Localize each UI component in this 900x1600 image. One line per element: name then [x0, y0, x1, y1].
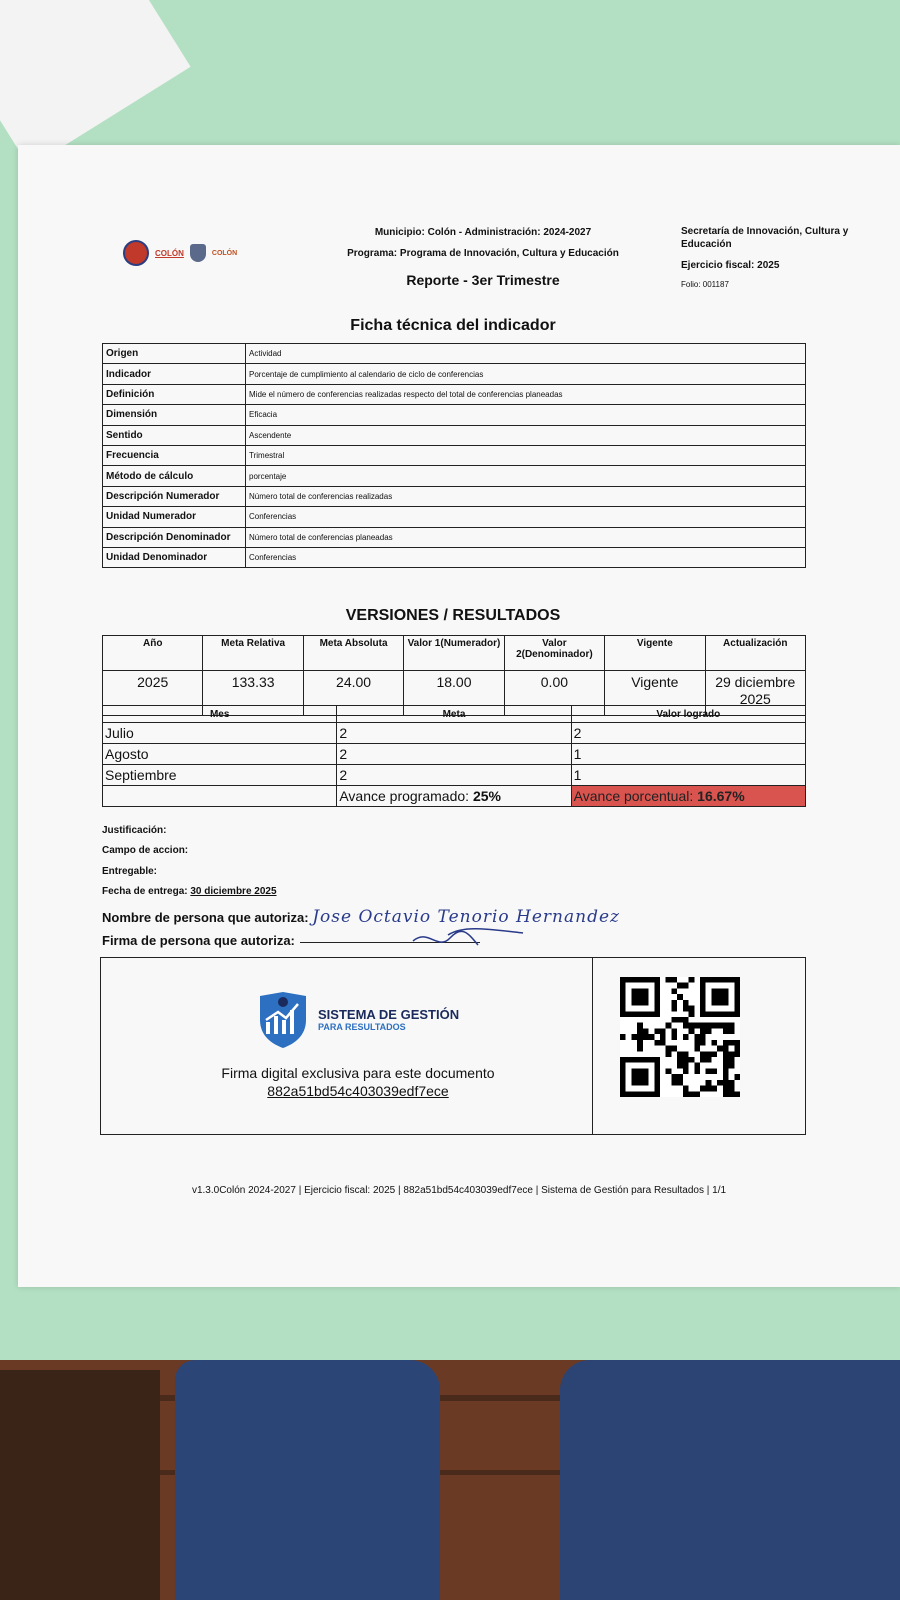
ficha-value: Número total de conferencias realizadas	[246, 486, 806, 506]
ficha-label: Definición	[103, 384, 246, 404]
reporte-title: Reporte - 3er Trimestre	[406, 272, 560, 288]
firma-autoriza-label: Firma de persona que autoriza:	[102, 933, 295, 948]
empty-cell	[103, 786, 337, 807]
ficha-label: Descripción Denominador	[103, 527, 246, 547]
mes-header: Meta	[337, 706, 571, 723]
crest-icon	[190, 244, 206, 262]
fecha-entrega: Fecha de entrega: 30 diciembre 2025	[102, 886, 277, 897]
mes-cell: 2	[337, 765, 571, 786]
ficha-row	[103, 384, 806, 404]
box-divider	[592, 957, 593, 1135]
ficha-row	[103, 445, 806, 465]
version-cell: 0.00	[504, 671, 604, 716]
mes-cell: 1	[571, 744, 805, 765]
ficha-row	[103, 486, 806, 506]
jeans-left	[175, 1360, 440, 1600]
firma-digital-text: Firma digital exclusiva para este documento	[221, 1065, 495, 1081]
ejercicio-line: Ejercicio fiscal: 2025	[681, 260, 780, 271]
mes-cell: Julio	[103, 723, 337, 744]
version-header: Año	[103, 636, 203, 671]
ficha-label: Sentido	[103, 425, 246, 445]
document-page	[18, 145, 900, 1287]
qr-code-icon	[620, 977, 740, 1097]
ficha-label: Descripción Numerador	[103, 486, 246, 506]
ficha-value: Ascendente	[246, 425, 806, 445]
ficha-row	[103, 507, 806, 527]
avance-porcentual: Avance porcentual: 16.67%	[571, 786, 805, 807]
mes-cell: 2	[337, 744, 571, 765]
table-row	[103, 744, 806, 765]
signature-scribble-icon	[408, 923, 528, 953]
sgr-sub: PARA RESULTADOS	[318, 1022, 406, 1032]
ficha-row	[103, 405, 806, 425]
folio-line: Folio: 001187	[681, 280, 729, 289]
handwritten-name: Jose Octavio Tenorio Hernandez	[312, 907, 620, 927]
shield-chart-icon	[256, 990, 310, 1050]
version-header: Vigente	[605, 636, 705, 671]
version-header: Meta Relativa	[203, 636, 303, 671]
ficha-label: Dimensión	[103, 405, 246, 425]
meses-table	[102, 705, 806, 807]
table-row	[103, 723, 806, 744]
version-header: Valor 1(Numerador)	[404, 636, 504, 671]
ficha-value: Trimestral	[246, 445, 806, 465]
footer-text: v1.3.0Colón 2024-2027 | Ejercicio fiscal: 2025 | 882a51bd54c403039edf7ece | Sistema de Gestión para Resultados | 1/1	[191, 1185, 727, 1196]
ficha-label: Origen	[103, 344, 246, 364]
ficha-label: Indicador	[103, 364, 246, 384]
ficha-row	[103, 547, 806, 567]
ficha-value: Actividad	[246, 344, 806, 364]
municipio-logo-icon	[123, 240, 149, 266]
mes-cell: 2	[337, 723, 571, 744]
sgr-logo	[256, 990, 459, 1050]
mes-header: Valor logrado	[571, 706, 805, 723]
chair	[0, 1370, 160, 1600]
firma-digital-hash: 882a51bd54c403039edf7ece	[267, 1083, 449, 1099]
ficha-table	[102, 343, 806, 568]
campo-label: Campo de accion:	[102, 845, 189, 856]
versiones-title: VERSIONES / RESULTADOS	[345, 607, 561, 624]
ficha-row	[103, 425, 806, 445]
sgr-brand: SISTEMA DE GESTIÓN	[318, 1007, 460, 1022]
fecha-value: 30 diciembre 2025	[190, 886, 277, 897]
table-row	[103, 765, 806, 786]
municipio-logos	[123, 240, 237, 266]
ficha-value: Conferencias	[246, 507, 806, 527]
version-cell: 133.33	[203, 671, 303, 716]
ficha-value: porcentaje	[246, 466, 806, 486]
ficha-label: Unidad Numerador	[103, 507, 246, 527]
ficha-value: Número total de conferencias planeadas	[246, 527, 806, 547]
mes-cell: Agosto	[103, 744, 337, 765]
ficha-title: Ficha técnica del indicador	[350, 317, 556, 334]
versiones-table	[102, 635, 806, 716]
version-header: Valor 2(Denominador)	[504, 636, 604, 671]
ficha-value: Eficacia	[246, 405, 806, 425]
version-cell: 29 diciembre 2025	[705, 671, 805, 716]
version-cell: Vigente	[605, 671, 705, 716]
programa-line: Programa: Programa de Innovación, Cultura y Educación	[347, 248, 619, 259]
logo-text: COLÓN	[211, 249, 238, 257]
ficha-value: Porcentaje de cumplimiento al calendario de ciclo de conferencias	[246, 364, 806, 384]
jeans-right	[560, 1360, 900, 1600]
ficha-value: Mide el número de conferencias realizadas respecto del total de conferencias planeadas	[246, 384, 806, 404]
ficha-row	[103, 527, 806, 547]
avance-programado: Avance programado: 25%	[337, 786, 571, 807]
version-cell: 18.00	[404, 671, 504, 716]
ficha-label: Unidad Denominador	[103, 547, 246, 567]
mes-cell: 1	[571, 765, 805, 786]
logo-text: COLÓN	[155, 248, 184, 258]
ficha-row	[103, 344, 806, 364]
mes-cell: Septiembre	[103, 765, 337, 786]
secretaria-line: Secretaría de Innovación, Cultura y Educación	[681, 226, 849, 250]
version-cell: 2025	[103, 671, 203, 716]
ficha-label: Frecuencia	[103, 445, 246, 465]
version-header: Meta Absoluta	[303, 636, 403, 671]
mes-cell: 2	[571, 723, 805, 744]
ficha-row	[103, 364, 806, 384]
entregable-label: Entregable:	[102, 866, 158, 877]
municipio-line: Municipio: Colón - Administración: 2024-2027	[374, 227, 592, 238]
version-header: Actualización	[705, 636, 805, 671]
ficha-label: Método de cálculo	[103, 466, 246, 486]
justificacion-label: Justificación:	[102, 825, 167, 836]
ficha-row	[103, 466, 806, 486]
nombre-autoriza: Nombre de persona que autoriza: Jose Octavio Tenorio Hernandez	[102, 907, 620, 927]
ficha-value: Conferencias	[246, 547, 806, 567]
mes-header: Mes	[103, 706, 337, 723]
version-cell: 24.00	[303, 671, 403, 716]
